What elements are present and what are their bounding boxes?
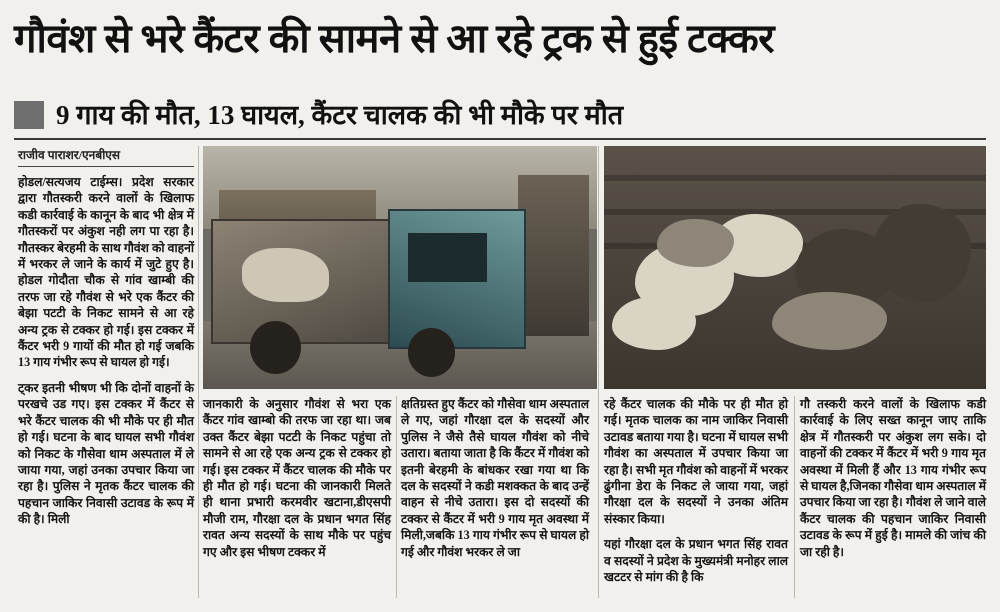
cattle-in-container-photo [604,146,986,389]
article-column-1 [18,174,194,598]
paragraph: होडल/सत्यजय टाईम्स। प्रदेश सरकार द्वारा गौतस्करी करने वालों के खिलाफ कडी कार्रवाई के कानून के बाद भी क्षेत्र में गौतस्करों पर अंकुश नही लग पा रहा है। गौतस्कर बेरहमी के साथ गौवंश को वाहनों में भरकर ले जाने के कार्य में जुटे हुए है। होडल गोदौता चौक से गांव खाम्बी की तरफ जा रहे गौवंश से भरे एक कैंटर की बेझा पटटी के निकट सामने से आ रहे अन्य ट्रक से टक्कर हो गई। इस टक्कर में कैंटर भरी 9 गायों की मौत हो गई जबकि 13 गाय गंभीर रूप से घायल हो गई। [18,175,194,370]
subheadline: 9 गाय की मौत, 13 घायल, कैंटर चालक की भी मौके पर मौत [56,100,624,130]
photo-cow-shape [657,219,733,268]
photo-cabin-window [408,233,487,282]
photo-plank [604,175,986,181]
photo-cow-shape [871,204,970,301]
paragraph: रहे कैंटर चालक की मौके पर ही मौत हो गई। मृतक चालक का नाम जाकिर निवासी उटावड बताया गया है। घटना में घायल सभी गौवंश का अस्पताल में उपचार किया जा रहा है। सभी मृत गौवंश को वाहनों में भरकर ढुंगीना डेरा के निकट ले जाया गया, जहां गौरक्षा दल के सदस्यों ने उनका अंतिम संस्कार किया। [604,397,788,526]
photo-cow-shape [772,292,887,350]
paragraph: गौ तस्करी करने वालों के खिलाफ कडी कार्रवाई के लिए सख्त कानून जाए ताकि क्षेत्र में गौतस्करी पर अंकुश लग सके। दो वाहनों की टक्कर में कैंटर में भरी 9 गाय मृत अवस्था में मिली हैं और 13 गाय गंभीर रूप से घायल है,जिनका गौसेवा धाम अस्पताल में उपचार किया जा रहा है। गौवंश ले जाने वाले कैंटर चालक की पहचान जाकिर निवासी उटावड के रूप में हुई है। मामले की जांच की जा रही है। [800,397,986,559]
column-divider [598,146,599,598]
paragraph: ट्कर इतनी भीषण भी कि दोनों वाहनों के परखचे उड गए। इस टक्कर में कैंटर से भरे कैंटर चालक की भी मौके पर ही मौत हो गई। घटना के बाद घायल सभी गौवंश को निकट के गौसेवा धाम अस्पताल में ले जाया गया, जहां उनका उपचार किया जा रहा है। पुलिस ने मृतक कैंटर चालक की पहचान जाकिर निवासी उटावड के रूप में की है। मिली [18,380,194,527]
paragraph: जानकारी के अनुसार गौवंश से भरा एक कैंटर गांव खाम्बो की तरफ जा रहा था। जब उक्त कैंटर बेझा पटटी के निकट पहुंचा तो सामने से आ रहे एक अन्य ट्रक से टक्कर हो गई। इस टक्कर में कैंटर चालक की मौके पर ही मौत हो गई। घटना की जानकारी मिलते ही थाना प्रभारी करमवीर खटाना,डीएसपी मौजी राम, गौरक्षा दल के प्रधान भगत सिंह रावत अन्य सदस्यों के साथ मौके पर पहुंच गए और इस भीषण टक्कर में [203,397,391,559]
column-divider [794,396,795,598]
article-column-2 [203,396,391,598]
square-bullet-icon [14,101,44,129]
paragraph: यहां गौरक्षा दल के प्रधान भगत सिंह रावत व सदस्यों ने प्रदेश के मुख्यमंत्री मनोहर लाल खटटर से मांग की है कि [604,537,788,585]
article-column-5 [800,396,986,598]
photo-cow-shape [242,248,329,301]
article-column-4 [604,396,788,598]
page-title: गौवंश से भरे कैंटर की सामने से आ रहे ट्रक से हुई टक्कर [14,16,775,61]
column-divider [396,396,397,598]
subheadline-bar [14,96,986,134]
truck-wreck-photo [203,146,597,389]
horizontal-divider [14,138,986,140]
byline: राजीव पाराशर/एनबीएस [18,148,121,162]
paragraph: क्षतिग्रस्त हुए कैंटर को गौसेवा धाम अस्पताल ले गए, जहां गौरक्षा दल के सदस्यों और पुलिस ने जैसे तैसे घायल गौवंश को नीचे उतारा। बताया जाता है कि कैंटर में गौवंश को इतनी बेरहमी के बांधकर रखा गया था कि दल के सदस्यों ने कडी मशक्कत के बाद उन्हें वाहन से नीचे उतारा। इस दो सदस्यों की टक्कर से कैंटर में भरी 9 गाय मृत अवस्था में मिली,जबकि 13 गाय गंभीर रूप से घायल हो गई और गौवंश भरकर ले जा [401,397,589,559]
byline-divider [18,166,194,167]
photo-cow-shape [612,297,696,350]
photo-debris-stack [518,175,589,335]
photo-wheel [408,328,455,377]
column-divider [198,146,199,598]
article-column-3 [401,396,589,598]
